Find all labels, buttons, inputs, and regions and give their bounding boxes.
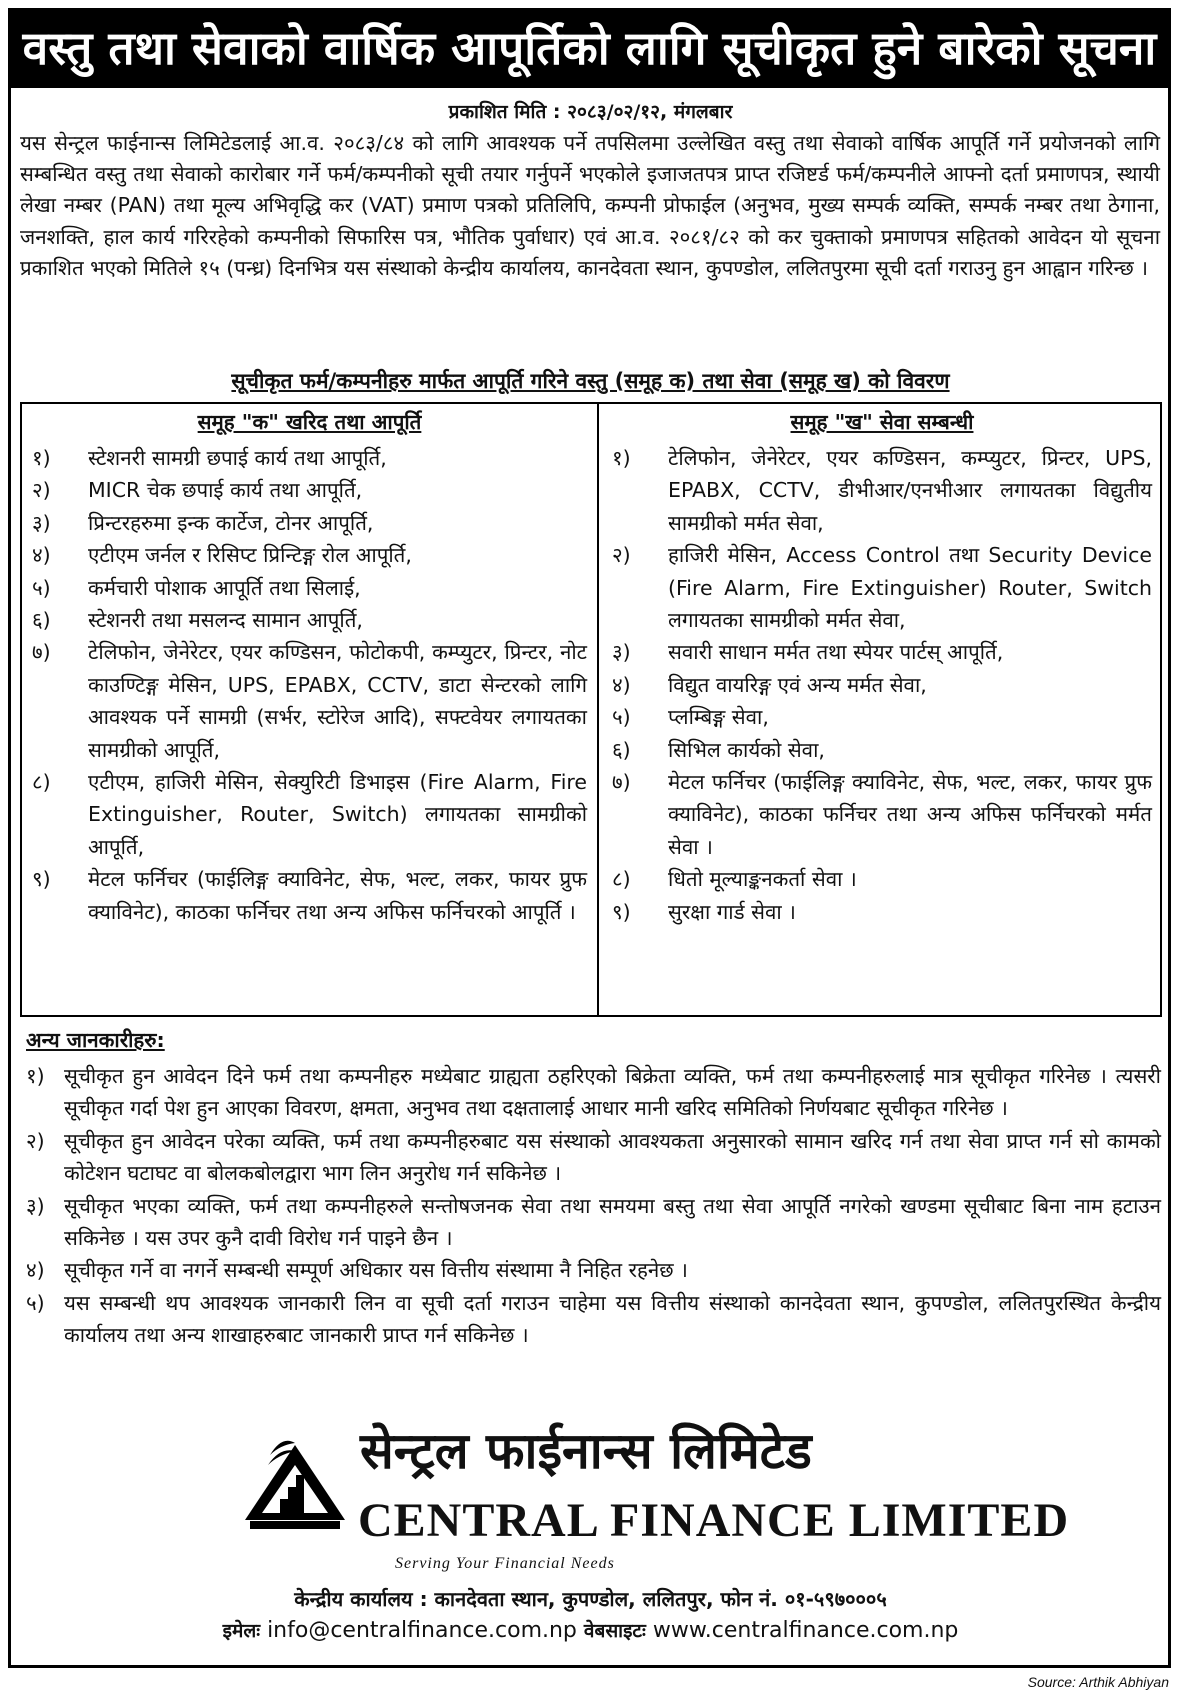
list-item <box>26 1060 1161 1125</box>
item-text: विद्युत वायरिङ्ग एवं अन्य मर्मत सेवा, <box>668 672 927 697</box>
item-number: ७) <box>32 640 51 665</box>
notice-title: वस्तु तथा सेवाको वार्षिक आपूर्तिको लागि सूचीकृत हुने बारेको सूचना <box>22 21 1157 75</box>
source-credit: Source: Arthik Abhiyan <box>1027 1674 1169 1690</box>
item-text: यस सम्बन्धी थप आवश्यक जानकारी लिन वा सूची दर्ता गराउन चाहेमा यस वित्तीय संस्थाको कानदेवता स्थान, कुपण्डोल, ललितपुरस्थित केन्द्रीय कार्यालय तथा अन्य शाखाहरुबाट जानकारी प्राप्त गर्न सकिनेछ । <box>64 1290 1161 1348</box>
list-item <box>26 1125 1161 1190</box>
contact-line <box>0 1617 1181 1643</box>
company-logo-block <box>240 1415 1070 1565</box>
company-tagline: Serving Your Financial Needs <box>395 1555 615 1572</box>
item-number: २) <box>32 478 51 503</box>
list-item <box>612 539 1152 636</box>
item-text: MICR चेक छपाई कार्य तथा आपूर्ति, <box>88 478 363 503</box>
item-text: मेटल फर्निचर (फाईलिङ्ग क्याविनेट, सेफ, भल्ट, लकर, फायर प्रुफ क्याविनेट), काठका फर्निचर तथा अन्य अफिस फर्निचरको आपूर्ति । <box>88 867 587 924</box>
list-item <box>612 701 1152 733</box>
company-name-english: CENTRAL FINANCE LIMITED <box>358 1494 1070 1547</box>
item-text: सूचीकृत गर्ने वा नगर्ने सम्बन्धी सम्पूर्ण अधिकार यस वित्तीय संस्थामा नै निहित रहनेछ । <box>64 1258 688 1283</box>
item-number: ३) <box>612 640 631 665</box>
item-number: ५) <box>26 1290 45 1315</box>
column-divider <box>597 404 599 1015</box>
group-a-heading: समूह "क" खरिद तथा आपूर्ति <box>197 410 422 434</box>
list-item <box>612 442 1152 539</box>
item-text: सिभिल कार्यको सेवा, <box>668 737 825 762</box>
list-item <box>612 636 1152 668</box>
groups-table <box>20 402 1162 1017</box>
item-number: ५) <box>32 575 51 600</box>
item-text: टेलिफोन, जेनेरेटर, एयर कण्डिसन, फोटोकपी, कम्प्युटर, प्रिन्टर, नोट काउण्टिङ्ग मेसिन, UPS, EPABX, CCTV, डाटा सेन्टरको लागि आवश्यक पर्ने सामग्री (सर्भर, स्टोरेज आदि), सफ्टवेयर लगायतका सामग्रीको आपूर्ति, <box>88 640 587 762</box>
website-label: वेबसाइटः <box>583 1620 646 1642</box>
item-number: ६) <box>612 737 631 762</box>
item-number: ३) <box>32 510 51 535</box>
item-text: स्टेशनरी सामग्री छपाई कार्य तथा आपूर्ति, <box>88 446 387 470</box>
group-b-heading: समूह "ख" सेवा सम्बन्धी <box>790 410 974 434</box>
item-text: धितो मूल्याङ्कनकर्ता सेवा । <box>668 867 857 892</box>
item-text: प्रिन्टरहरुमा इन्क कार्टेज, टोनर आपूर्ति, <box>88 510 374 535</box>
section-heading: सूचीकृत फर्म/कम्पनीहरु मार्फत आपूर्ति गरिने वस्तु (समूह क) तथा सेवा (समूह ख) को विवरण <box>231 369 950 393</box>
office-address: केन्द्रीय कार्यालय : कानदेवता स्थान, कुपण्डोल, ललितपुर, फोन नं. ०१-५९७०००५ <box>294 1587 887 1611</box>
other-info-list <box>26 1060 1161 1352</box>
list-item <box>32 474 587 506</box>
item-text: सवारी साधान मर्मत तथा स्पेयर पार्टस् आपूर्ति, <box>668 640 1004 665</box>
list-item <box>32 539 587 571</box>
website-link[interactable]: www.centralfinance.com.np <box>652 1618 959 1643</box>
item-text: स्टेशनरी तथा मसलन्द सामान आपूर्ति, <box>88 608 363 633</box>
item-text: हाजिरी मेसिन, Access Control तथा Security Device (Fire Alarm, Fire Extinguisher) Router, Switch लगायतका सामग्रीको मर्मत सेवा, <box>668 543 1152 633</box>
company-logo-icon <box>240 1425 350 1545</box>
list-item <box>32 507 587 539</box>
list-item <box>612 766 1152 863</box>
list-item <box>32 572 587 604</box>
title-bar <box>8 8 1171 88</box>
item-text: एटीएम, हाजिरी मेसिन, सेक्युरिटी डिभाइस (Fire Alarm, Fire Extinguisher, Router, Switch) लगायतका सामग्रीको आपूर्ति, <box>88 770 587 859</box>
item-number: १) <box>32 446 51 470</box>
list-item <box>26 1287 1161 1352</box>
item-text: सूचीकृत हुन आवेदन दिने फर्म तथा कम्पनीहरु मध्येबाट ग्राह्यता ठहरिएको बिक्रेता व्यक्ति, फर्म तथा कम्पनीहरुलाई मात्र सूचीकृत गरिनेछ । त्यसरी सूचीकृत गर्दा पेश हुन आएका विवरण, क्षमता, अनुभव तथा दक्षतालाई आधार मानी खरिद समितिको निर्णयबाट सूचीकृत गरिनेछ । <box>64 1064 1161 1121</box>
item-text: सूचीकृत हुन आवेदन परेका व्यक्ति, फर्म तथा कम्पनीहरुबाट यस संस्थाको आवश्यकता अनुसारको सामान खरिद गर्न तथा सेवा प्राप्त गर्न सो कामको कोटेशन घटाघट वा बोलकबोलद्वारा भाग लिन अनुरोध गर्न सकिनेछ । <box>64 1128 1161 1186</box>
item-number: ९) <box>612 899 631 924</box>
list-item <box>32 636 587 766</box>
publish-date: प्रकाशित मिति : २०८३/०२/१२, मंगलबार <box>448 101 733 123</box>
other-info-heading: अन्य जानकारीहरु: <box>26 1028 165 1052</box>
email-link[interactable]: info@centralfinance.com.np <box>267 1618 577 1643</box>
item-number: ६) <box>32 608 51 633</box>
item-number: ४) <box>26 1258 45 1283</box>
email-label: इमेलः <box>222 1620 261 1642</box>
list-item <box>32 604 587 636</box>
item-number: ५) <box>612 705 631 730</box>
item-number: २) <box>26 1128 45 1153</box>
item-text: सुरक्षा गार्ड सेवा । <box>668 899 796 924</box>
item-text: एटीएम जर्नल र रिसिप्ट प्रिन्टिङ्ग रोल आपूर्ति, <box>88 543 412 568</box>
item-number: ८) <box>612 867 631 892</box>
item-number: ८) <box>32 770 51 795</box>
list-item <box>32 442 587 474</box>
item-number: १) <box>26 1064 45 1088</box>
list-item <box>612 896 1152 928</box>
item-text: कर्मचारी पोशाक आपूर्ति तथा सिलाई, <box>88 575 361 600</box>
list-item <box>26 1254 1161 1286</box>
item-number: ४) <box>612 672 631 697</box>
list-item <box>612 734 1152 766</box>
group-b-column <box>612 408 1152 928</box>
item-number: १) <box>612 446 631 470</box>
item-number: ७) <box>612 770 631 795</box>
intro-paragraph: यस सेन्ट्रल फाईनान्स लिमिटेडलाई आ.व. २०८३/८४ को लागि आवश्यक पर्ने तपसिलमा उल्लेखित वस्तु तथा सेवाको वार्षिक आपूर्ति गर्ने प्रयोजनको लागि सम्बन्धित वस्तु तथा सेवाको कारोबार गर्ने फर्म/कम्पनीको सूची तयार गर्नुपर्ने भएकोले इजाजतपत्र प्राप्त रजिष्टर्ड फर्म/कम्पनीले आफ्नो दर्ता प्रमाणपत्र, स्थायी लेखा नम्बर (PAN) तथा मूल्य अभिवृद्धि कर (VAT) प्रमाण पत्रको प्रतिलिपि, कम्पनी प्रोफाईल (अनुभव, मुख्य सम्पर्क व्यक्ति, सम्पर्क नम्बर तथा ठेगाना, जनशक्ति, हाल कार्य गरिरहेको कम्पनीको सिफारिस पत्र, भौतिक पुर्वाधार) एवं आ.व. २०८१/८२ को कर चुक्ताको प्रमाणपत्र सहितको आवेदन यो सूचना प्रकाशित भएको मितिले १५ (पन्ध्र) दिनभित्र यस संस्थाको केन्द्रीय कार्यालय, कानदेवता स्थान, कुपण्डोल, ललितपुरमा सूची दर्ता गराउनु हुन आह्वान गरिन्छ । <box>20 131 1160 280</box>
item-number: ९) <box>32 867 51 892</box>
company-name-nepali: सेन्ट्रल फाईनान्स लिमिटेड <box>360 1422 812 1480</box>
list-item <box>32 863 587 928</box>
list-item <box>612 669 1152 701</box>
item-number: २) <box>612 543 631 568</box>
item-text: सूचीकृत भएका व्यक्ति, फर्म तथा कम्पनीहरुले सन्तोषजनक सेवा तथा समयमा बस्तु तथा सेवा आपूर्ति नगरेको खण्डमा सूचीबाट बिना नाम हटाउन सकिनेछ । यस उपर कुनै दावी विरोध गर्न पाइने छैन । <box>64 1193 1161 1251</box>
list-item <box>26 1190 1161 1255</box>
item-number: ३) <box>26 1193 45 1218</box>
list-item <box>32 766 587 863</box>
item-number: ४) <box>32 543 51 568</box>
list-item <box>612 863 1152 895</box>
item-text: प्लम्बिङ्ग सेवा, <box>668 705 769 730</box>
group-a-column <box>32 408 587 928</box>
item-text: मेटल फर्निचर (फाईलिङ्ग क्याविनेट, सेफ, भल्ट, लकर, फायर प्रुफ क्याविनेट), काठका फर्निचर तथा अन्य अफिस फर्निचरको मर्मत सेवा । <box>668 770 1152 859</box>
item-text: टेलिफोन, जेनेरेटर, एयर कण्डिसन, कम्प्युटर, प्रिन्टर, UPS, EPABX, CCTV, डीभीआर/एनभीआर लगायतका विद्युतीय सामग्रीको मर्मत सेवा, <box>668 446 1152 535</box>
